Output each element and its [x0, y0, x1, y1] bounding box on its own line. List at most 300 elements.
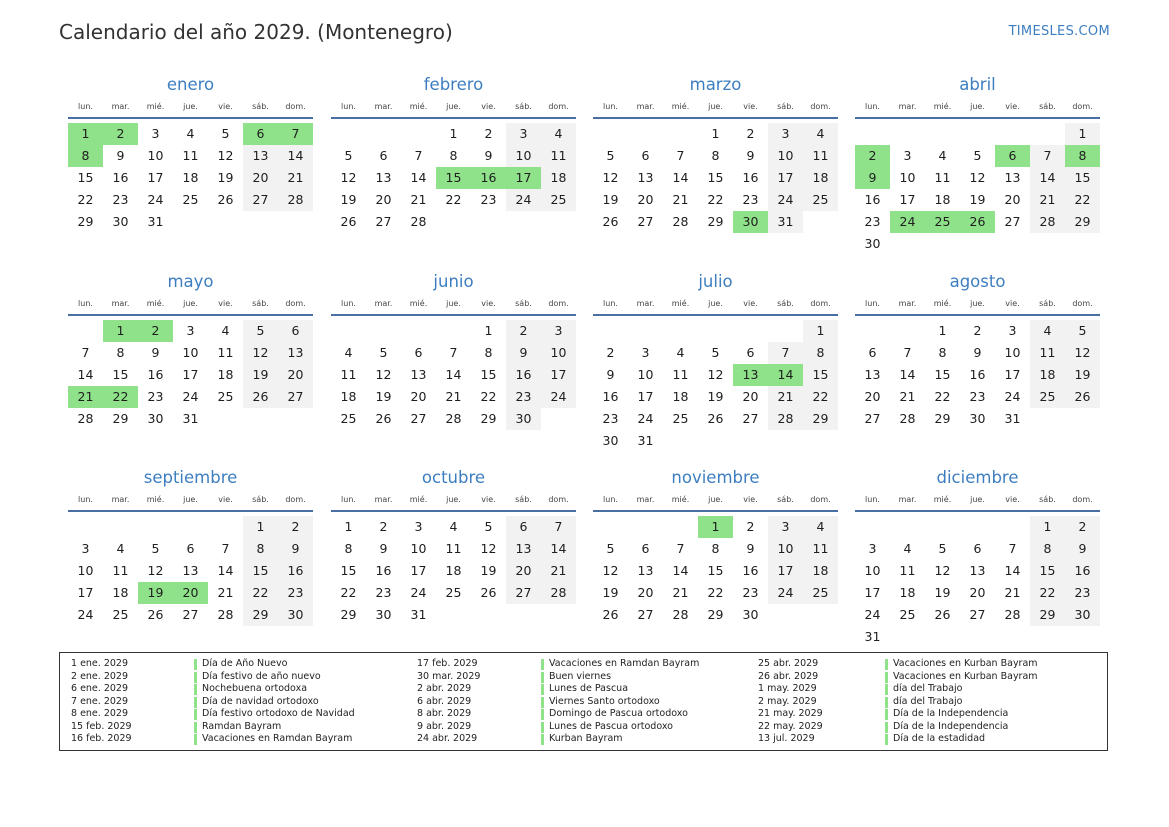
day-cell: 25 — [217, 389, 234, 404]
day-cell: 14 — [672, 170, 689, 185]
day-cell: 22 — [707, 585, 724, 600]
day-cell: 15 — [934, 367, 951, 382]
day-cell: 19 — [480, 563, 497, 578]
weekday-label: sáb. — [1039, 298, 1056, 308]
holiday-day-cell: 25 — [925, 211, 960, 233]
day-cell: 5 — [379, 345, 388, 360]
day-cell: 8 — [484, 345, 493, 360]
day-cell: 26 — [934, 607, 951, 622]
day-cell: 18 — [112, 585, 129, 600]
day-cell: 15 — [803, 364, 838, 386]
day-cell: 25 — [899, 607, 916, 622]
weekday-label: dom. — [285, 101, 306, 111]
day-cell: 30 — [112, 214, 129, 229]
day-cell: 17 — [899, 192, 916, 207]
day-cell: 1 — [938, 323, 947, 338]
weekday-label: dom. — [810, 298, 831, 308]
weekday-label: lun. — [865, 298, 880, 308]
day-cell: 11 — [112, 563, 129, 578]
holiday-date: 17 feb. 2029 — [417, 658, 478, 669]
weekday-label: lun. — [341, 494, 356, 504]
day-cell: 18 — [217, 367, 234, 382]
day-cell: 30 — [1065, 604, 1100, 626]
day-cell: 22 — [934, 389, 951, 404]
day-cell: 24 — [410, 585, 427, 600]
weekday-label: mar. — [374, 298, 393, 308]
holiday-name: Día de navidad ortodoxo — [202, 695, 319, 707]
day-cell: 3 — [81, 541, 90, 556]
day-cell: 22 — [480, 389, 497, 404]
day-cell: 23 — [147, 389, 164, 404]
empty-cell — [925, 516, 960, 538]
day-cell: 30 — [864, 236, 881, 251]
day-cell: 2 — [606, 345, 615, 360]
day-cell: 13 — [969, 563, 986, 578]
holiday-marker — [541, 734, 544, 745]
day-cell: 18 — [541, 167, 576, 189]
holiday-date: 24 abr. 2029 — [417, 733, 478, 744]
day-cell: 21 — [672, 192, 689, 207]
day-cell: 12 — [375, 367, 392, 382]
holiday-date: 22 may. 2029 — [758, 720, 823, 732]
weekday-label: mar. — [111, 298, 130, 308]
day-cell: 6 — [973, 541, 982, 556]
day-cell: 25 — [340, 411, 357, 426]
days-grid — [68, 123, 313, 233]
month-name: julio — [698, 272, 733, 291]
day-cell: 14 — [278, 145, 313, 167]
weekday-label: mar. — [111, 494, 130, 504]
day-cell: 3 — [151, 126, 160, 141]
day-cell: 15 — [707, 563, 724, 578]
day-cell: 5 — [606, 148, 615, 163]
day-cell: 12 — [602, 170, 619, 185]
weekday-label: mar. — [111, 101, 130, 111]
month-name: agosto — [949, 272, 1006, 291]
month-name: septiembre — [143, 468, 238, 487]
day-cell: 5 — [243, 320, 278, 342]
holiday-date: 21 may. 2029 — [758, 708, 823, 719]
day-cell: 29 — [1065, 211, 1100, 233]
weekday-header — [855, 294, 1100, 312]
day-cell: 1 — [344, 519, 353, 534]
holiday-marker — [194, 709, 197, 720]
day-cell: 16 — [969, 367, 986, 382]
holiday-name: día del Trabajo — [893, 695, 963, 707]
weekday-header — [593, 490, 838, 508]
holiday-name: Lunes de Pascua ortodoxo — [549, 720, 673, 732]
day-cell: 9 — [484, 148, 493, 163]
weekday-label: sáb. — [515, 298, 532, 308]
day-cell: 5 — [938, 541, 947, 556]
day-cell: 29 — [1030, 604, 1065, 626]
day-cell: 3 — [768, 516, 803, 538]
month-name: marzo — [689, 75, 742, 94]
day-cell: 3 — [768, 123, 803, 145]
day-cell: 10 — [541, 342, 576, 364]
day-cell: 17 — [410, 563, 427, 578]
day-cell: 29 — [934, 411, 951, 426]
day-cell: 6 — [746, 345, 755, 360]
empty-cell — [768, 320, 803, 342]
weekday-label: dom. — [1072, 494, 1093, 504]
day-cell: 18 — [672, 389, 689, 404]
day-cell: 19 — [602, 192, 619, 207]
empty-cell — [103, 516, 138, 538]
month-calendar-septiembre — [68, 466, 313, 626]
month-calendar-octubre — [331, 466, 576, 626]
empty-cell — [698, 320, 733, 342]
holiday-date: 2 ene. 2029 — [71, 670, 128, 682]
day-cell: 16 — [864, 192, 881, 207]
weekday-label: sáb. — [777, 101, 794, 111]
day-cell: 21 — [217, 585, 234, 600]
day-cell: 11 — [803, 538, 838, 560]
day-cell: 13 — [243, 145, 278, 167]
day-cell: 20 — [637, 192, 654, 207]
holiday-day-cell: 19 — [138, 582, 173, 604]
day-cell: 27 — [375, 214, 392, 229]
weekday-label: sáb. — [515, 494, 532, 504]
day-cell: 4 — [803, 516, 838, 538]
empty-cell — [663, 123, 698, 145]
day-cell: 19 — [375, 389, 392, 404]
day-cell: 12 — [147, 563, 164, 578]
day-cell: 24 — [864, 607, 881, 622]
day-cell: 19 — [340, 192, 357, 207]
day-cell: 26 — [602, 214, 619, 229]
day-cell: 31 — [1004, 411, 1021, 426]
day-cell: 22 — [803, 386, 838, 408]
weekday-label: mié. — [933, 101, 952, 111]
day-cell: 7 — [676, 541, 685, 556]
holiday-name: Vacaciones en Kurban Bayram — [893, 658, 1038, 669]
weekday-label: mar. — [374, 101, 393, 111]
weekday-label: lun. — [865, 101, 880, 111]
day-cell: 6 — [278, 320, 313, 342]
header-divider — [593, 510, 838, 512]
holiday-marker — [194, 672, 197, 683]
day-cell: 15 — [1030, 560, 1065, 582]
weekday-label: lun. — [78, 101, 93, 111]
day-cell: 11 — [182, 148, 199, 163]
day-cell: 31 — [182, 411, 199, 426]
holiday-marker — [541, 659, 544, 670]
day-cell: 21 — [445, 389, 462, 404]
weekday-label: sáb. — [252, 494, 269, 504]
day-cell: 6 — [641, 148, 650, 163]
day-cell: 22 — [1030, 582, 1065, 604]
day-cell: 16 — [147, 367, 164, 382]
day-cell: 18 — [899, 585, 916, 600]
day-cell: 2 — [1065, 516, 1100, 538]
holiday-name: Viernes Santo ortodoxo — [549, 695, 660, 707]
holiday-day-cell: 1 — [103, 320, 138, 342]
day-cell: 8 — [449, 148, 458, 163]
day-cell: 23 — [480, 192, 497, 207]
day-cell: 30 — [969, 411, 986, 426]
holiday-marker — [194, 684, 197, 695]
day-cell: 17 — [637, 389, 654, 404]
day-cell: 22 — [707, 192, 724, 207]
day-cell: 8 — [1030, 538, 1065, 560]
day-cell: 6 — [414, 345, 423, 360]
holiday-date: 8 ene. 2029 — [71, 708, 128, 719]
holiday-day-cell: 2 — [103, 123, 138, 145]
header-divider — [68, 314, 313, 316]
month-name: diciembre — [936, 468, 1019, 487]
day-cell: 11 — [445, 541, 462, 556]
day-cell: 15 — [243, 560, 278, 582]
day-cell: 5 — [151, 541, 160, 556]
day-cell: 13 — [182, 563, 199, 578]
day-cell: 3 — [1008, 323, 1017, 338]
day-cell: 12 — [707, 367, 724, 382]
month-name: febrero — [423, 75, 484, 94]
holiday-name: Vacaciones en Kurban Bayram — [893, 670, 1038, 682]
days-grid — [855, 516, 1100, 648]
weekday-label: mié. — [409, 101, 428, 111]
day-cell: 14 — [77, 367, 94, 382]
day-cell: 22 — [77, 192, 94, 207]
day-cell: 19 — [969, 192, 986, 207]
day-cell: 15 — [340, 563, 357, 578]
month-name: enero — [166, 75, 215, 94]
holiday-marker — [541, 684, 544, 695]
day-cell: 31 — [410, 607, 427, 622]
day-cell: 3 — [641, 345, 650, 360]
days-grid — [593, 516, 838, 626]
day-cell: 26 — [243, 386, 278, 408]
day-cell: 10 — [1004, 345, 1021, 360]
empty-cell — [995, 123, 1030, 145]
empty-cell — [925, 123, 960, 145]
weekday-label: jue. — [708, 298, 723, 308]
month-calendar-noviembre — [593, 466, 838, 626]
holiday-date: 6 abr. 2029 — [417, 695, 472, 707]
day-cell: 28 — [672, 214, 689, 229]
empty-cell — [68, 320, 103, 342]
day-cell: 21 — [1004, 585, 1021, 600]
holiday-name: Domingo de Pascua ortodoxo — [549, 708, 688, 719]
weekday-label: mié. — [409, 494, 428, 504]
empty-cell — [173, 516, 208, 538]
day-cell: 27 — [1004, 214, 1021, 229]
day-cell: 5 — [344, 148, 353, 163]
header-divider — [855, 117, 1100, 119]
day-cell: 8 — [711, 541, 720, 556]
day-cell: 11 — [934, 170, 951, 185]
day-cell: 27 — [243, 189, 278, 211]
weekday-label: lun. — [865, 494, 880, 504]
empty-cell — [208, 516, 243, 538]
empty-cell — [995, 516, 1030, 538]
day-cell: 3 — [541, 320, 576, 342]
days-grid — [331, 320, 576, 430]
day-cell: 25 — [803, 189, 838, 211]
month-calendar-julio — [593, 270, 838, 452]
day-cell: 2 — [379, 519, 388, 534]
day-cell: 23 — [1065, 582, 1100, 604]
day-cell: 4 — [541, 123, 576, 145]
empty-cell — [890, 516, 925, 538]
day-cell: 16 — [375, 563, 392, 578]
day-cell: 28 — [445, 411, 462, 426]
day-cell: 27 — [864, 411, 881, 426]
day-cell: 31 — [768, 211, 803, 233]
weekday-label: mié. — [671, 101, 690, 111]
weekday-label: lun. — [341, 298, 356, 308]
day-cell: 13 — [1004, 170, 1021, 185]
day-cell: 23 — [602, 411, 619, 426]
day-cell: 16 — [602, 389, 619, 404]
day-cell: 8 — [344, 541, 353, 556]
holiday-date: 13 jul. 2029 — [758, 733, 815, 744]
weekday-label: jue. — [446, 298, 461, 308]
holiday-name: Día de la Independencia — [893, 720, 1009, 732]
day-cell: 18 — [340, 389, 357, 404]
day-cell: 17 — [1004, 367, 1021, 382]
day-cell: 12 — [602, 563, 619, 578]
holiday-marker — [885, 709, 888, 720]
day-cell: 2 — [484, 126, 493, 141]
day-cell: 13 — [637, 170, 654, 185]
day-cell: 23 — [375, 585, 392, 600]
day-cell: 12 — [969, 170, 986, 185]
month-calendar-enero — [68, 73, 313, 233]
weekday-header — [593, 294, 838, 312]
header-divider — [593, 117, 838, 119]
weekday-label: lun. — [603, 101, 618, 111]
day-cell: 7 — [414, 148, 423, 163]
day-cell: 20 — [375, 192, 392, 207]
holiday-name: Día de Año Nuevo — [202, 658, 288, 669]
weekday-label: vie. — [1005, 494, 1020, 504]
day-cell: 12 — [934, 563, 951, 578]
weekday-label: jue. — [970, 298, 985, 308]
day-cell: 10 — [77, 563, 94, 578]
month-name: junio — [433, 272, 474, 291]
weekday-label: sáb. — [252, 101, 269, 111]
day-cell: 9 — [116, 148, 125, 163]
day-cell: 1 — [803, 320, 838, 342]
day-cell: 31 — [637, 433, 654, 448]
holiday-name: Lunes de Pascua — [549, 683, 629, 694]
weekday-label: vie. — [1005, 298, 1020, 308]
weekday-label: sáb. — [1039, 494, 1056, 504]
day-cell: 25 — [445, 585, 462, 600]
holiday-name: Ramdan Bayram — [202, 720, 282, 732]
holiday-date: 26 abr. 2029 — [758, 670, 819, 682]
day-cell: 8 — [243, 538, 278, 560]
month-name: noviembre — [671, 468, 760, 487]
empty-cell — [436, 320, 471, 342]
day-cell: 1 — [1065, 123, 1100, 145]
day-cell: 7 — [81, 345, 90, 360]
day-cell: 23 — [278, 582, 313, 604]
site-brand-link[interactable]: TIMESLES.COM — [1008, 24, 1110, 39]
holiday-day-cell: 2 — [138, 320, 173, 342]
day-cell: 20 — [410, 389, 427, 404]
day-cell: 18 — [1030, 364, 1065, 386]
day-cell: 4 — [116, 541, 125, 556]
holiday-marker — [885, 672, 888, 683]
holiday-name: Día festivo ortodoxo de Navidad — [202, 708, 355, 719]
weekday-label: mar. — [898, 494, 917, 504]
day-cell: 28 — [768, 408, 803, 430]
weekday-label: jue. — [183, 494, 198, 504]
weekday-label: lun. — [341, 101, 356, 111]
day-cell: 7 — [768, 342, 803, 364]
day-cell: 4 — [1030, 320, 1065, 342]
weekday-label: mar. — [636, 298, 655, 308]
holiday-day-cell: 8 — [1065, 145, 1100, 167]
day-cell: 13 — [864, 367, 881, 382]
day-cell: 11 — [899, 563, 916, 578]
day-cell: 9 — [379, 541, 388, 556]
holiday-date: 7 ene. 2029 — [71, 695, 128, 707]
day-cell: 6 — [641, 541, 650, 556]
header-divider — [331, 117, 576, 119]
day-cell: 5 — [1065, 320, 1100, 342]
empty-cell — [855, 320, 890, 342]
holiday-date: 1 may. 2029 — [758, 683, 817, 694]
weekday-label: mié. — [671, 494, 690, 504]
day-cell: 26 — [147, 607, 164, 622]
month-calendar-abril — [855, 73, 1100, 255]
empty-cell — [401, 123, 436, 145]
weekday-label: dom. — [285, 494, 306, 504]
day-cell: 20 — [969, 585, 986, 600]
empty-cell — [890, 123, 925, 145]
weekday-label: sáb. — [515, 101, 532, 111]
day-cell: 17 — [768, 560, 803, 582]
holiday-day-cell: 6 — [995, 145, 1030, 167]
weekday-label: lun. — [78, 298, 93, 308]
holiday-day-cell: 13 — [733, 364, 768, 386]
empty-cell — [960, 516, 995, 538]
holiday-name: día del Trabajo — [893, 683, 963, 694]
weekday-label: jue. — [446, 101, 461, 111]
days-grid — [68, 516, 313, 626]
day-cell: 8 — [711, 148, 720, 163]
day-cell: 5 — [973, 148, 982, 163]
holiday-date: 15 feb. 2029 — [71, 720, 132, 732]
holiday-legend — [59, 652, 1108, 751]
day-cell: 17 — [864, 585, 881, 600]
holiday-name: Kurban Bayram — [549, 733, 623, 744]
day-cell: 26 — [1065, 386, 1100, 408]
day-cell: 4 — [938, 148, 947, 163]
month-calendar-mayo — [68, 270, 313, 430]
day-cell: 6 — [506, 516, 541, 538]
day-cell: 27 — [506, 582, 541, 604]
day-cell: 15 — [112, 367, 129, 382]
day-cell: 26 — [707, 411, 724, 426]
holiday-date: 16 feb. 2029 — [71, 733, 132, 744]
weekday-label: mar. — [636, 101, 655, 111]
day-cell: 24 — [768, 189, 803, 211]
day-cell: 28 — [410, 214, 427, 229]
day-cell: 4 — [344, 345, 353, 360]
day-cell: 24 — [768, 582, 803, 604]
day-cell: 13 — [410, 367, 427, 382]
day-cell: 12 — [480, 541, 497, 556]
day-cell: 7 — [1008, 541, 1017, 556]
day-cell: 15 — [1065, 167, 1100, 189]
day-cell: 16 — [506, 364, 541, 386]
weekday-label: dom. — [1072, 101, 1093, 111]
